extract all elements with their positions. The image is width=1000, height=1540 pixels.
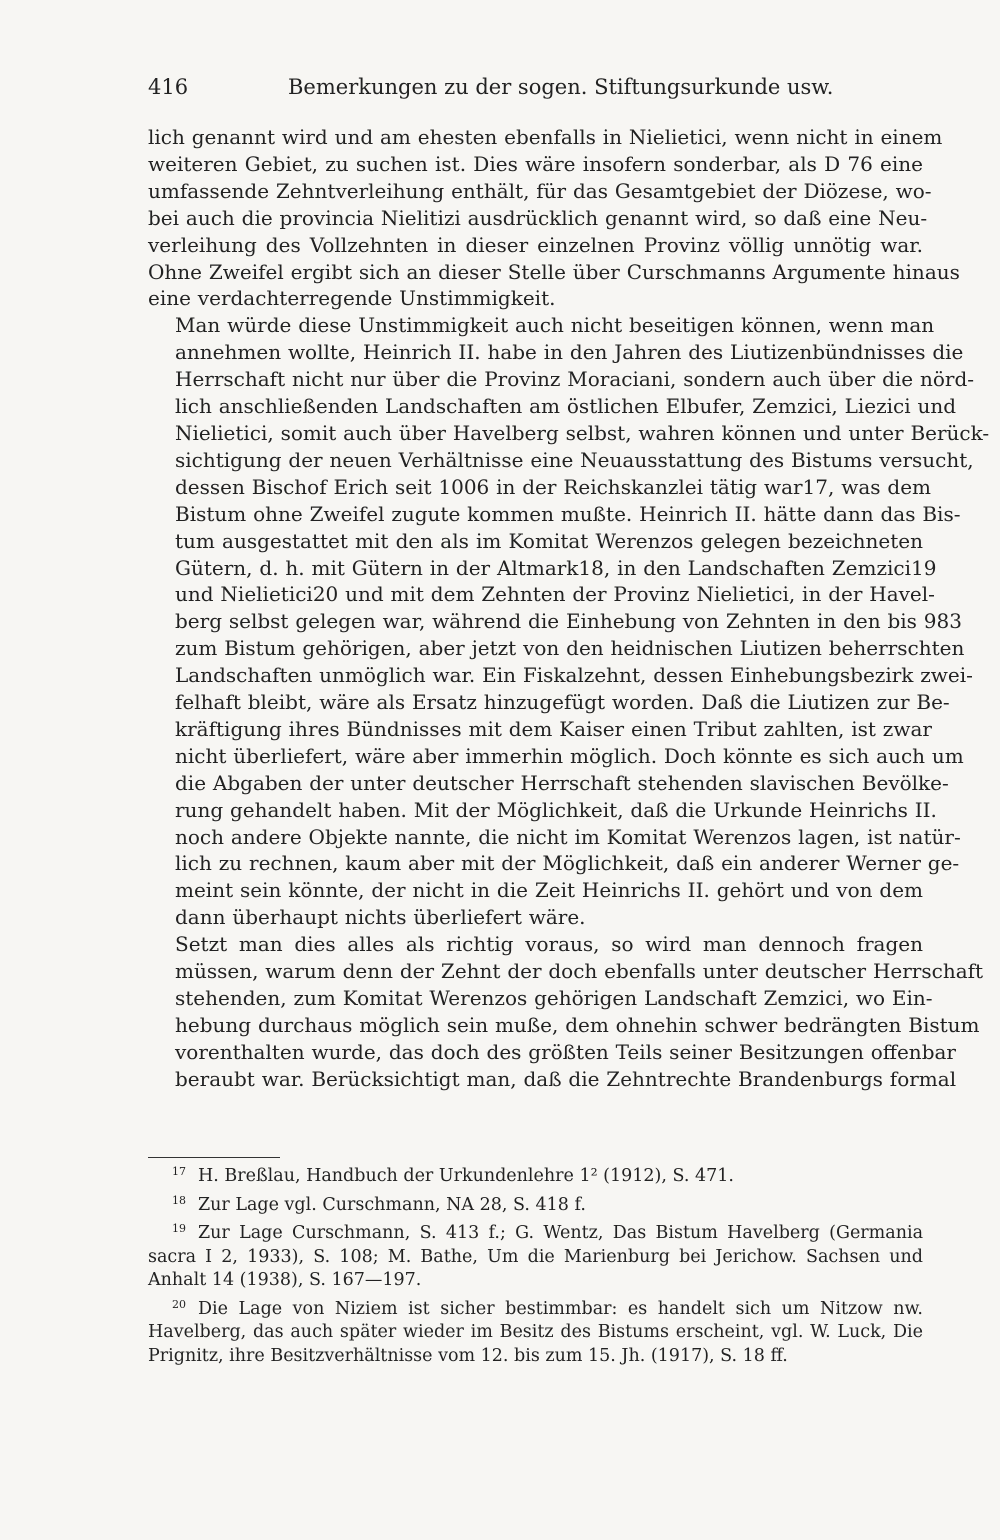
text-line: beraubt war. Berücksichtigt man, daß die Zehntrechte Brandenburgs formal bbox=[175, 1066, 957, 1091]
text-line: dessen Bischof Erich seit 1006 in der Reichskanzlei tätig war17, was dem bbox=[175, 474, 931, 499]
footnote-text: Zur Lage vgl. Curschmann, NA 28, S. 418 f. bbox=[198, 1194, 586, 1215]
text-line: weiteren Gebiet, zu suchen ist. Dies wäre insofern sonderbar, als D 76 eine bbox=[148, 151, 923, 176]
text-line: verleihung des Vollzehnten in dieser einzelnen Provinz völlig unnötig war. bbox=[148, 232, 923, 257]
text-line: hebung durchaus möglich sein muße, dem ohnehin schwer bedrängten Bistum bbox=[175, 1012, 980, 1037]
text-line: annehmen wollte, Heinrich II. habe in den Jahren des Liutizenbündnisses die bbox=[175, 340, 964, 365]
footnote-number: 17 bbox=[172, 1165, 186, 1178]
footnote-number: 20 bbox=[172, 1297, 186, 1311]
running-header bbox=[148, 73, 930, 101]
footnote-divider bbox=[148, 1157, 280, 1158]
text-line: lich genannt wird und am ehesten ebenfalls in Nielietici, wenn nicht in einem bbox=[148, 125, 943, 149]
text-line: zum Bistum gehörigen, aber jetzt von den heidnischen Liutizen beherrschten bbox=[175, 636, 965, 661]
main-text bbox=[148, 124, 990, 1093]
text-line: Landschaften unmöglich war. Ein Fiskalzehnt, dessen Einhebungsbezirk zwei- bbox=[175, 663, 973, 688]
text-line: Nielietici, somit auch über Havelberg selbst, wahren können und unter Berück- bbox=[175, 420, 990, 445]
footnote bbox=[148, 1293, 923, 1369]
page-number: 416 bbox=[148, 75, 189, 99]
text-line: meint sein könnte, der nicht in die Zeit Heinrichs II. gehört und von dem bbox=[175, 878, 923, 903]
footnote-number: 18 bbox=[172, 1193, 186, 1207]
footnote bbox=[148, 1160, 923, 1189]
text-line: Ohne Zweifel ergibt sich an dieser Stelle über Curschmanns Argumente hinaus bbox=[148, 259, 960, 284]
footnotes bbox=[148, 1160, 923, 1368]
text-line: nicht überliefert, wäre aber immerhin möglich. Doch könnte es sich auch um bbox=[175, 743, 964, 768]
paragraph bbox=[148, 124, 960, 312]
footnote-text: H. Breßlau, Handbuch der Urkundenlehre 1² (1912), S. 471. bbox=[198, 1166, 734, 1186]
paragraph bbox=[148, 312, 990, 931]
text-line: müssen, warum denn der Zehnt der doch ebenfalls unter deutscher Herrschaft bbox=[175, 959, 984, 984]
text-line: Man würde diese Unstimmigkeit auch nicht beseitigen können, wenn man bbox=[175, 313, 935, 338]
text-line: kräftigung ihres Bündnisses mit dem Kaiser einen Tribut zahlten, ist zwar bbox=[175, 716, 932, 741]
text-line: noch andere Objekte nannte, die nicht im Komitat Werenzos lagen, ist natür- bbox=[175, 824, 961, 849]
text-line: lich anschließenden Landschaften am östlichen Elbufer, Zemzici, Liezici und bbox=[175, 394, 957, 419]
text-line: Setzt man dies alles als richtig voraus, so wird man dennoch fragen bbox=[175, 932, 923, 957]
paragraph bbox=[148, 931, 984, 1092]
text-line: die Abgaben der unter deutscher Herrschaft stehenden slavischen Bevölke- bbox=[175, 770, 949, 795]
text-line: Herrschaft nicht nur über die Provinz Moraciani, sondern auch über die nörd- bbox=[175, 367, 975, 392]
text-line: lich zu rechnen, kaum aber mit der Möglichkeit, daß ein anderer Werner ge- bbox=[175, 851, 960, 876]
text-line: rung gehandelt haben. Mit der Möglichkeit, daß die Urkunde Heinrichs II. bbox=[175, 797, 937, 822]
footnote-text: Die Lage von Niziem ist sicher bestimmbar: es handelt sich um Nitzow nw. Havelberg, das auch später wieder im Besitz des Bistums erscheint, vgl. W. Luck, Die Prignitz, ihre Besitzverhältnisse vom 12. bis zum 15. Jh. (1917), S. 18 ff. bbox=[148, 1298, 923, 1366]
footnote bbox=[148, 1189, 923, 1218]
text-line: umfassende Zehntverleihung enthält, für das Gesamtgebiet der Diözese, wo- bbox=[148, 178, 932, 203]
text-line: felhaft bleibt, wäre als Ersatz hinzugefügt worden. Daß die Liutizen zur Be- bbox=[175, 690, 950, 715]
text-line: eine verdachterregende Unstimmigkeit. bbox=[148, 286, 556, 311]
text-line: sichtigung der neuen Verhältnisse eine Neuausstattung des Bistums versucht, bbox=[175, 447, 974, 472]
text-line: Bistum ohne Zweifel zugute kommen mußte. Heinrich II. hätte dann das Bis- bbox=[175, 501, 961, 526]
running-title: Bemerkungen zu der sogen. Stiftungsurkunde usw. bbox=[288, 75, 834, 99]
text-line: berg selbst gelegen war, während die Einhebung von Zehnten in den bis 983 bbox=[175, 609, 962, 634]
footnote-text: Zur Lage Curschmann, S. 413 f.; G. Wentz, Das Bistum Havelberg (Germania sacra I 2, 1933), S. 108; M. Bathe, Um die Marienburg bei Jerichow. Sachsen und Anhalt 14 (1938), S. 167—197. bbox=[148, 1223, 923, 1290]
footnote bbox=[148, 1217, 923, 1293]
footnote-number: 19 bbox=[172, 1222, 186, 1235]
text-line: bei auch die provincia Nielitizi ausdrücklich genannt wird, so daß eine Neu- bbox=[148, 205, 928, 230]
text-line: tum ausgestattet mit den als im Komitat Werenzos gelegen bezeichneten bbox=[175, 528, 923, 553]
text-line: und Nielietici20 und mit dem Zehnten der Provinz Nielietici, in der Havel- bbox=[175, 582, 935, 607]
text-line: vorenthalten wurde, das doch des größten Teils seiner Besitzungen offenbar bbox=[175, 1039, 956, 1064]
text-line: Gütern, d. h. mit Gütern in der Altmark18, in den Landschaften Zemzici19 bbox=[175, 555, 937, 580]
text-line: stehenden, zum Komitat Werenzos gehörigen Landschaft Zemzici, wo Ein- bbox=[175, 986, 933, 1010]
text-line: dann überhaupt nichts überliefert wäre. bbox=[175, 905, 586, 930]
